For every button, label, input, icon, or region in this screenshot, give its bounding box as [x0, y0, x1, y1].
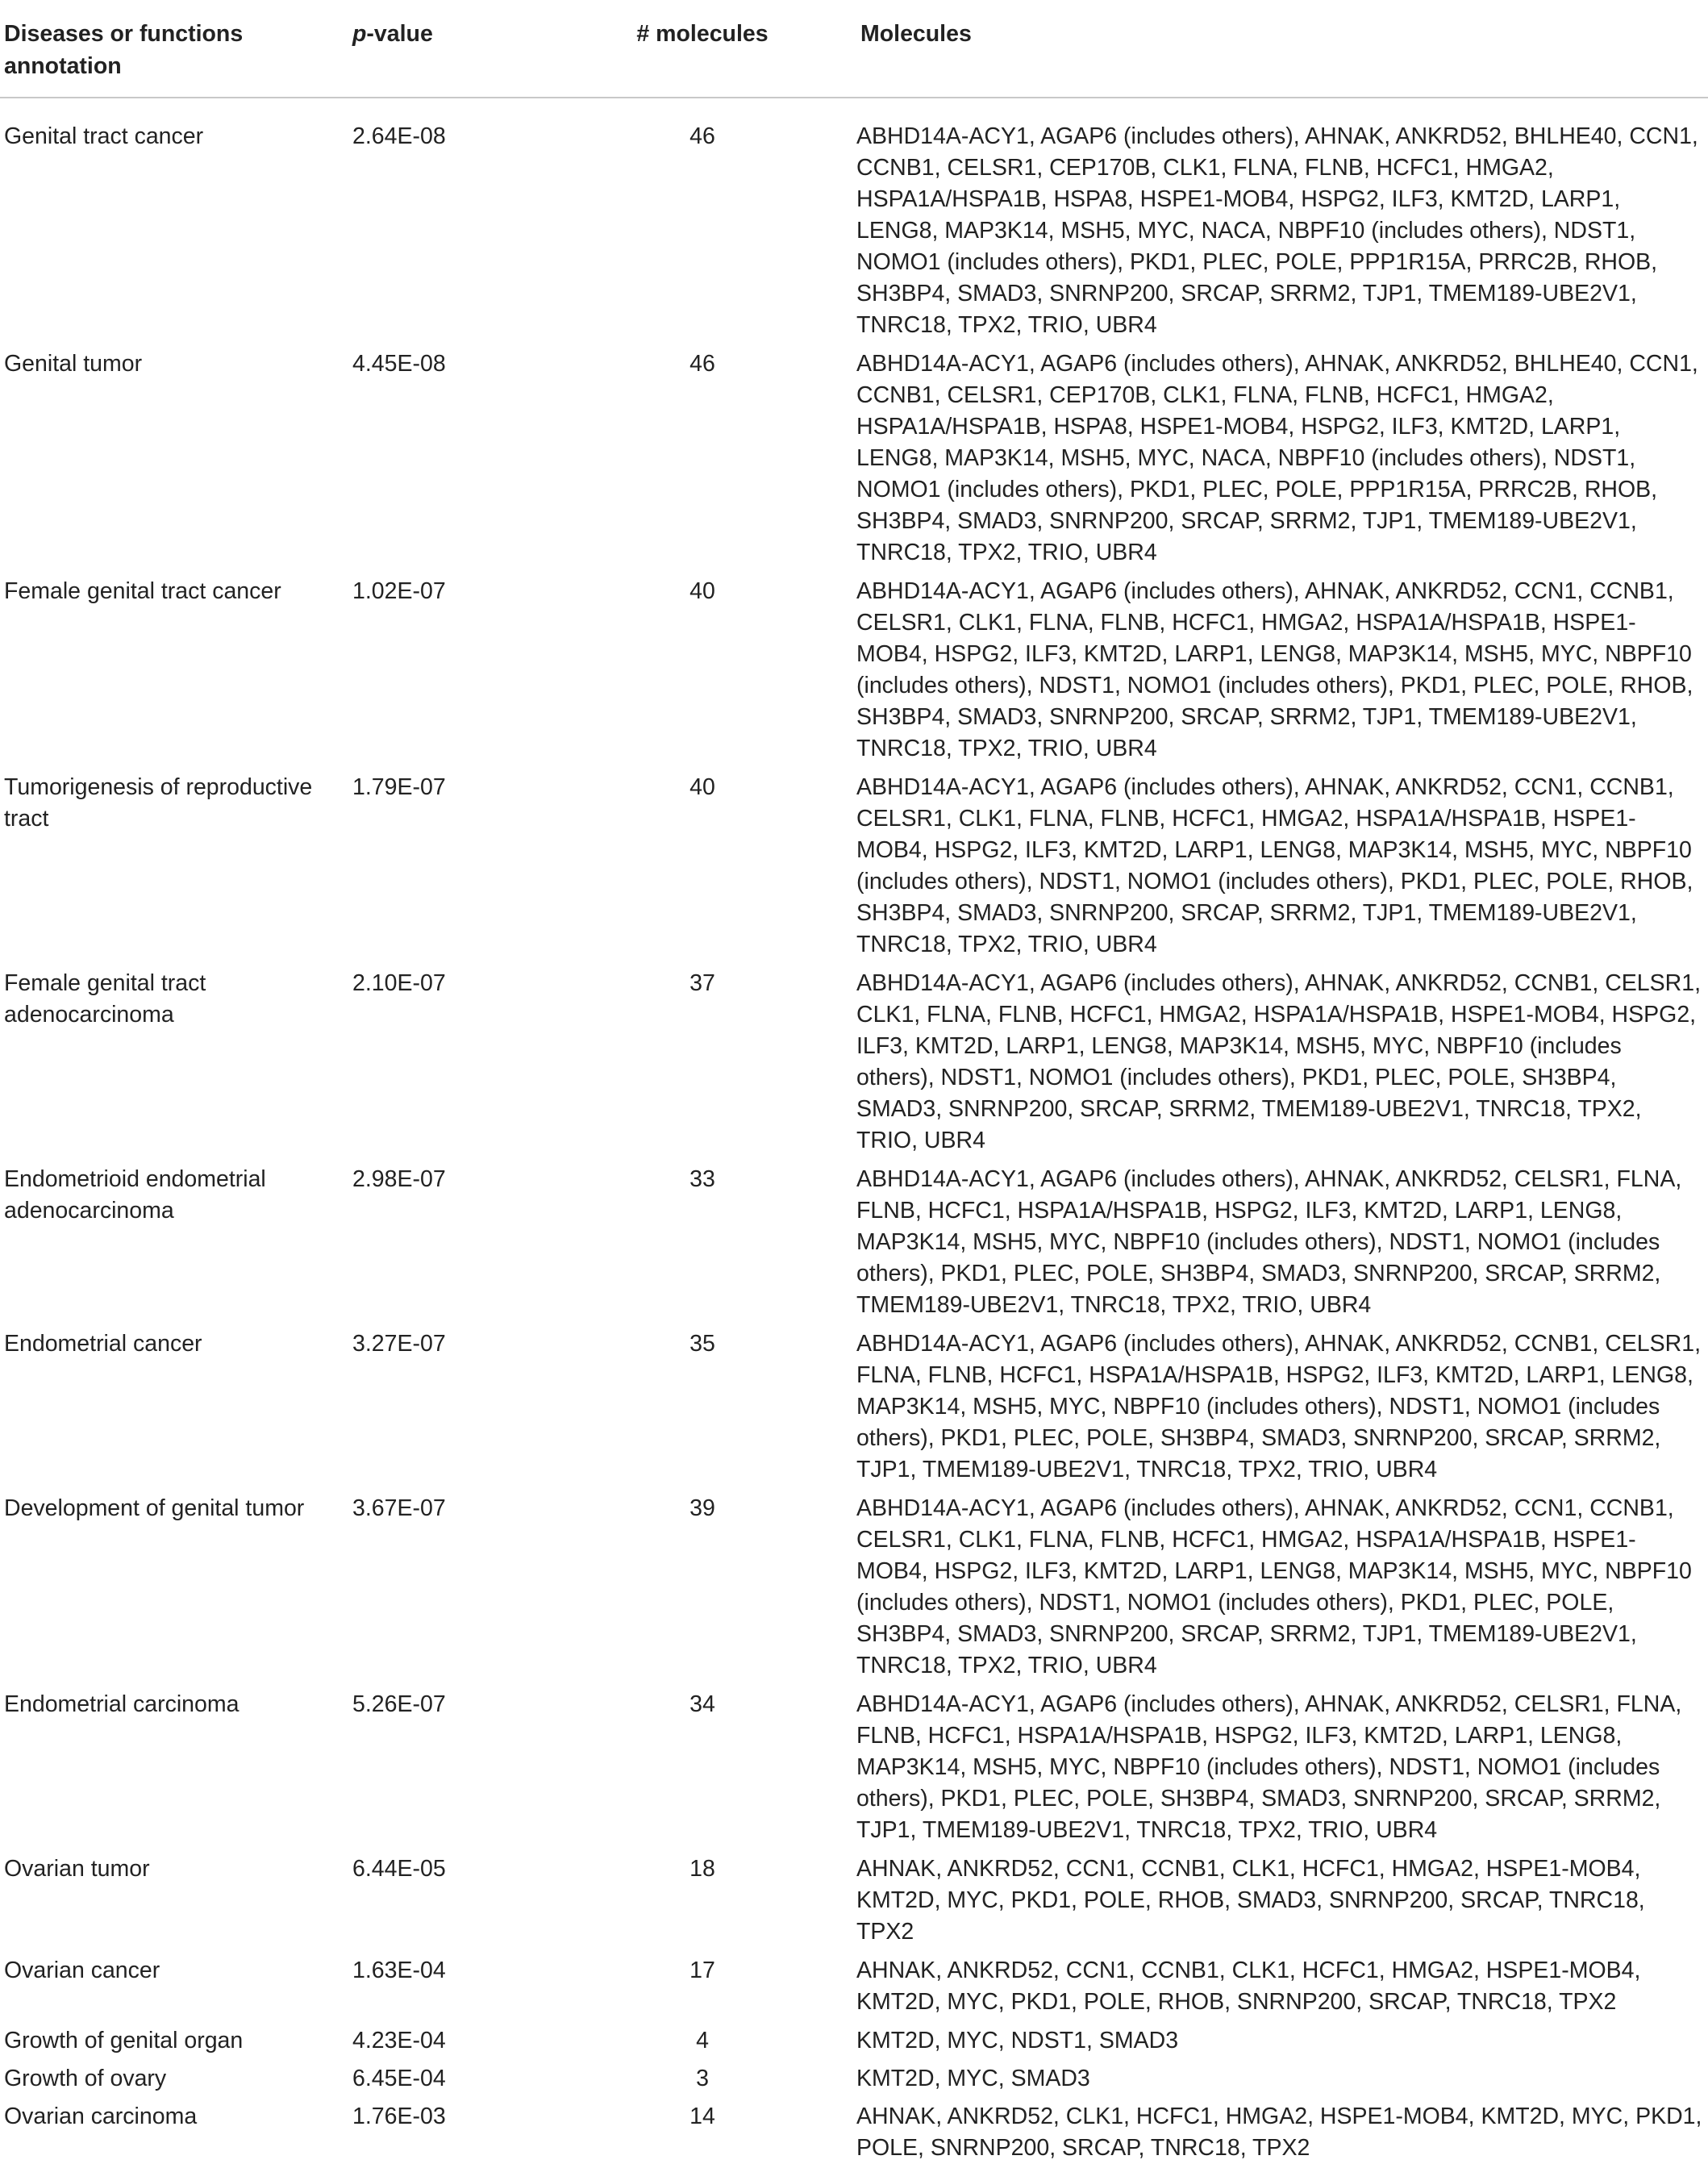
count-cell: 35	[689, 1331, 715, 1357]
molecules-cell: ABHD14A-ACY1, AGAP6 (includes others), AHNAK, ANKRD52, CELSR1, FLNA, FLNB, HCFC1, HSPA1A/HSPA1B, HSPG2, ILF3, KMT2D, LARP1, LENG8, MAP3K14, MSH5, MYC, NBPF10 (includes others), NDST1, NOMO1 (includes others), PKD1, PLEC, POLE, SH3BP4, SMAD3, SNRNP200, SRCAP, SRRM2, TMEM189-UBE2V1, TNRC18, TPX2, TRIO, UBR4	[856, 1166, 1682, 1318]
disease-cell: Growth of genital organ	[4, 2028, 244, 2054]
table-row	[0, 576, 1708, 772]
count-cell: 46	[689, 351, 715, 377]
count-cell: 4	[696, 2028, 709, 2054]
disease-cell: Endometrioid endometrial adenocarcinoma	[4, 1166, 266, 1224]
header-molecule-count: # molecules	[548, 0, 856, 98]
p-value-cell: 5.26E-07	[352, 1691, 446, 1717]
p-value-cell: 1.02E-07	[352, 578, 446, 604]
header-row	[0, 0, 1708, 98]
count-cell: 37	[689, 970, 715, 996]
disease-cell: Endometrial carcinoma	[4, 1691, 240, 1717]
molecules-cell: ABHD14A-ACY1, AGAP6 (includes others), AHNAK, ANKRD52, CCN1, CCNB1, CELSR1, CLK1, FLNA, FLNB, HCFC1, HMGA2, HSPA1A/HSPA1B, HSPE1-MOB4, HSPG2, ILF3, KMT2D, LARP1, LENG8, MAP3K14, MSH5, MYC, NBPF10 (includes others), NDST1, NOMO1 (includes others), PKD1, PLEC, POLE, RHOB, SH3BP4, SMAD3, SNRNP200, SRCAP, SRRM2, TJP1, TMEM189-UBE2V1, TNRC18, TPX2, TRIO, UBR4	[856, 774, 1693, 957]
p-value-cell: 1.76E-03	[352, 2104, 446, 2129]
molecules-cell: KMT2D, MYC, NDST1, SMAD3	[856, 2028, 1179, 2054]
table-row	[0, 968, 1708, 1164]
molecules-cell: ABHD14A-ACY1, AGAP6 (includes others), AHNAK, ANKRD52, CCN1, CCNB1, CELSR1, CLK1, FLNA, FLNB, HCFC1, HMGA2, HSPA1A/HSPA1B, HSPE1-MOB4, HSPG2, ILF3, KMT2D, LARP1, LENG8, MAP3K14, MSH5, MYC, NBPF10 (includes others), NDST1, NOMO1 (includes others), PKD1, PLEC, POLE, SH3BP4, SMAD3, SNRNP200, SRCAP, SRRM2, TJP1, TMEM189-UBE2V1, TNRC18, TPX2, TRIO, UBR4	[856, 1495, 1692, 1678]
header-p-value: p-value	[343, 0, 548, 98]
disease-cell: Female genital tract adenocarcinoma	[4, 970, 206, 1028]
molecules-cell: ABHD14A-ACY1, AGAP6 (includes others), AHNAK, ANKRD52, CCN1, CCNB1, CELSR1, CLK1, FLNA, FLNB, HCFC1, HMGA2, HSPA1A/HSPA1B, HSPE1-MOB4, HSPG2, ILF3, KMT2D, LARP1, LENG8, MAP3K14, MSH5, MYC, NBPF10 (includes others), NDST1, NOMO1 (includes others), PKD1, PLEC, POLE, RHOB, SH3BP4, SMAD3, SNRNP200, SRCAP, SRRM2, TJP1, TMEM189-UBE2V1, TNRC18, TPX2, TRIO, UBR4	[856, 578, 1693, 761]
table-row	[0, 1853, 1708, 1955]
count-cell: 34	[689, 1691, 715, 1717]
p-value-cell: 1.63E-04	[352, 1958, 446, 1983]
p-value-cell: 6.44E-05	[352, 1856, 446, 1882]
molecules-cell: ABHD14A-ACY1, AGAP6 (includes others), AHNAK, ANKRD52, BHLHE40, CCN1, CCNB1, CELSR1, CEP170B, CLK1, FLNA, FLNB, HCFC1, HMGA2, HSPA1A/HSPA1B, HSPA8, HSPE1-MOB4, HSPG2, ILF3, KMT2D, LARP1, LENG8, MAP3K14, MSH5, MYC, NACA, NBPF10 (includes others), NDST1, NOMO1 (includes others), PKD1, PLEC, POLE, PPP1R15A, PRRC2B, RHOB, SH3BP4, SMAD3, SNRNP200, SRCAP, SRRM2, TJP1, TMEM189-UBE2V1, TNRC18, TPX2, TRIO, UBR4	[856, 351, 1698, 565]
table-row	[0, 98, 1708, 348]
count-cell: 3	[696, 2066, 709, 2091]
disease-cell: Tumorigenesis of reproductive tract	[4, 774, 313, 832]
molecules-cell: ABHD14A-ACY1, AGAP6 (includes others), AHNAK, ANKRD52, CCNB1, CELSR1, CLK1, FLNA, FLNB, HCFC1, HMGA2, HSPA1A/HSPA1B, HSPE1-MOB4, HSPG2, ILF3, KMT2D, LARP1, LENG8, MAP3K14, MSH5, MYC, NBPF10 (includes others), NDST1, NOMO1 (includes others), PKD1, PLEC, POLE, SH3BP4, SMAD3, SNRNP200, SRCAP, SRRM2, TMEM189-UBE2V1, TNRC18, TPX2, TRIO, UBR4	[856, 970, 1701, 1153]
table-row	[0, 2025, 1708, 2063]
molecules-cell: ABHD14A-ACY1, AGAP6 (includes others), AHNAK, ANKRD52, BHLHE40, CCN1, CCNB1, CELSR1, CEP170B, CLK1, FLNA, FLNB, HCFC1, HMGA2, HSPA1A/HSPA1B, HSPA8, HSPE1-MOB4, HSPG2, ILF3, KMT2D, LARP1, LENG8, MAP3K14, MSH5, MYC, NACA, NBPF10 (includes others), NDST1, NOMO1 (includes others), PKD1, PLEC, POLE, PPP1R15A, PRRC2B, RHOB, SH3BP4, SMAD3, SNRNP200, SRCAP, SRRM2, TJP1, TMEM189-UBE2V1, TNRC18, TPX2, TRIO, UBR4	[856, 123, 1698, 338]
p-value-cell: 1.79E-07	[352, 774, 446, 800]
molecules-cell: AHNAK, ANKRD52, CLK1, HCFC1, HMGA2, HSPE1-MOB4, KMT2D, MYC, PKD1, POLE, SNRNP200, SRCAP, TNRC18, TPX2	[856, 2104, 1702, 2161]
p-value-cell: 4.45E-08	[352, 351, 446, 377]
molecules-cell: ABHD14A-ACY1, AGAP6 (includes others), AHNAK, ANKRD52, CCNB1, CELSR1, FLNA, FLNB, HCFC1, HSPA1A/HSPA1B, HSPG2, ILF3, KMT2D, LARP1, LENG8, MAP3K14, MSH5, MYC, NBPF10 (includes others), NDST1, NOMO1 (includes others), PKD1, PLEC, POLE, SH3BP4, SMAD3, SNRNP200, SRCAP, SRRM2, TJP1, TMEM189-UBE2V1, TNRC18, TPX2, TRIO, UBR4	[856, 1331, 1701, 1482]
molecules-cell: AHNAK, ANKRD52, CCN1, CCNB1, CLK1, HCFC1, HMGA2, HSPE1-MOB4, KMT2D, MYC, PKD1, POLE, RHOB, SMAD3, SNRNP200, SRCAP, TNRC18, TPX2	[856, 1856, 1645, 1945]
p-value-cell: 2.98E-07	[352, 1166, 446, 1192]
count-cell: 46	[689, 123, 715, 149]
disease-cell: Development of genital tumor	[4, 1495, 305, 1521]
disease-cell: Genital tract cancer	[4, 123, 204, 149]
table-row	[0, 2101, 1708, 2164]
disease-cell: Ovarian tumor	[4, 1856, 150, 1882]
disease-cell: Endometrial cancer	[4, 1331, 202, 1357]
p-value-cell: 6.45E-04	[352, 2066, 446, 2091]
count-cell: 17	[689, 1958, 715, 1983]
p-value-cell: 4.23E-04	[352, 2028, 446, 2054]
table-row	[0, 348, 1708, 576]
header-disease: Diseases or functions annotation	[0, 0, 343, 98]
p-value-cell: 2.64E-08	[352, 123, 446, 149]
count-cell: 40	[689, 578, 715, 604]
p-value-cell: 3.67E-07	[352, 1495, 446, 1521]
count-cell: 18	[689, 1856, 715, 1882]
disease-cell: Ovarian carcinoma	[4, 2104, 198, 2129]
p-value-cell: 2.10E-07	[352, 970, 446, 996]
disease-cell: Ovarian cancer	[4, 1958, 160, 1983]
count-cell: 40	[689, 774, 715, 800]
molecules-cell: ABHD14A-ACY1, AGAP6 (includes others), AHNAK, ANKRD52, CELSR1, FLNA, FLNB, HCFC1, HSPA1A/HSPA1B, HSPG2, ILF3, KMT2D, LARP1, LENG8, MAP3K14, MSH5, MYC, NBPF10 (includes others), NDST1, NOMO1 (includes others), PKD1, PLEC, POLE, SH3BP4, SMAD3, SNRNP200, SRCAP, SRRM2, TJP1, TMEM189-UBE2V1, TNRC18, TPX2, TRIO, UBR4	[856, 1691, 1682, 1843]
header-molecules: Molecules	[856, 0, 1708, 98]
disease-cell: Female genital tract cancer	[4, 578, 281, 604]
table-row	[0, 2063, 1708, 2101]
count-cell: 33	[689, 1166, 715, 1192]
table-row	[0, 1689, 1708, 1853]
table-row	[0, 1164, 1708, 1328]
table-row	[0, 1328, 1708, 1493]
disease-cell: Growth of ovary	[4, 2066, 167, 2091]
count-cell: 14	[689, 2104, 715, 2129]
table-row	[0, 1955, 1708, 2025]
count-cell: 39	[689, 1495, 715, 1521]
p-value-cell: 3.27E-07	[352, 1331, 446, 1357]
disease-cell: Genital tumor	[4, 351, 143, 377]
table-row	[0, 772, 1708, 968]
molecules-cell: AHNAK, ANKRD52, CCN1, CCNB1, CLK1, HCFC1, HMGA2, HSPE1-MOB4, KMT2D, MYC, PKD1, POLE, RHOB, SNRNP200, SRCAP, TNRC18, TPX2	[856, 1958, 1641, 2015]
table-row	[0, 1493, 1708, 1689]
molecules-cell: KMT2D, MYC, SMAD3	[856, 2066, 1090, 2091]
